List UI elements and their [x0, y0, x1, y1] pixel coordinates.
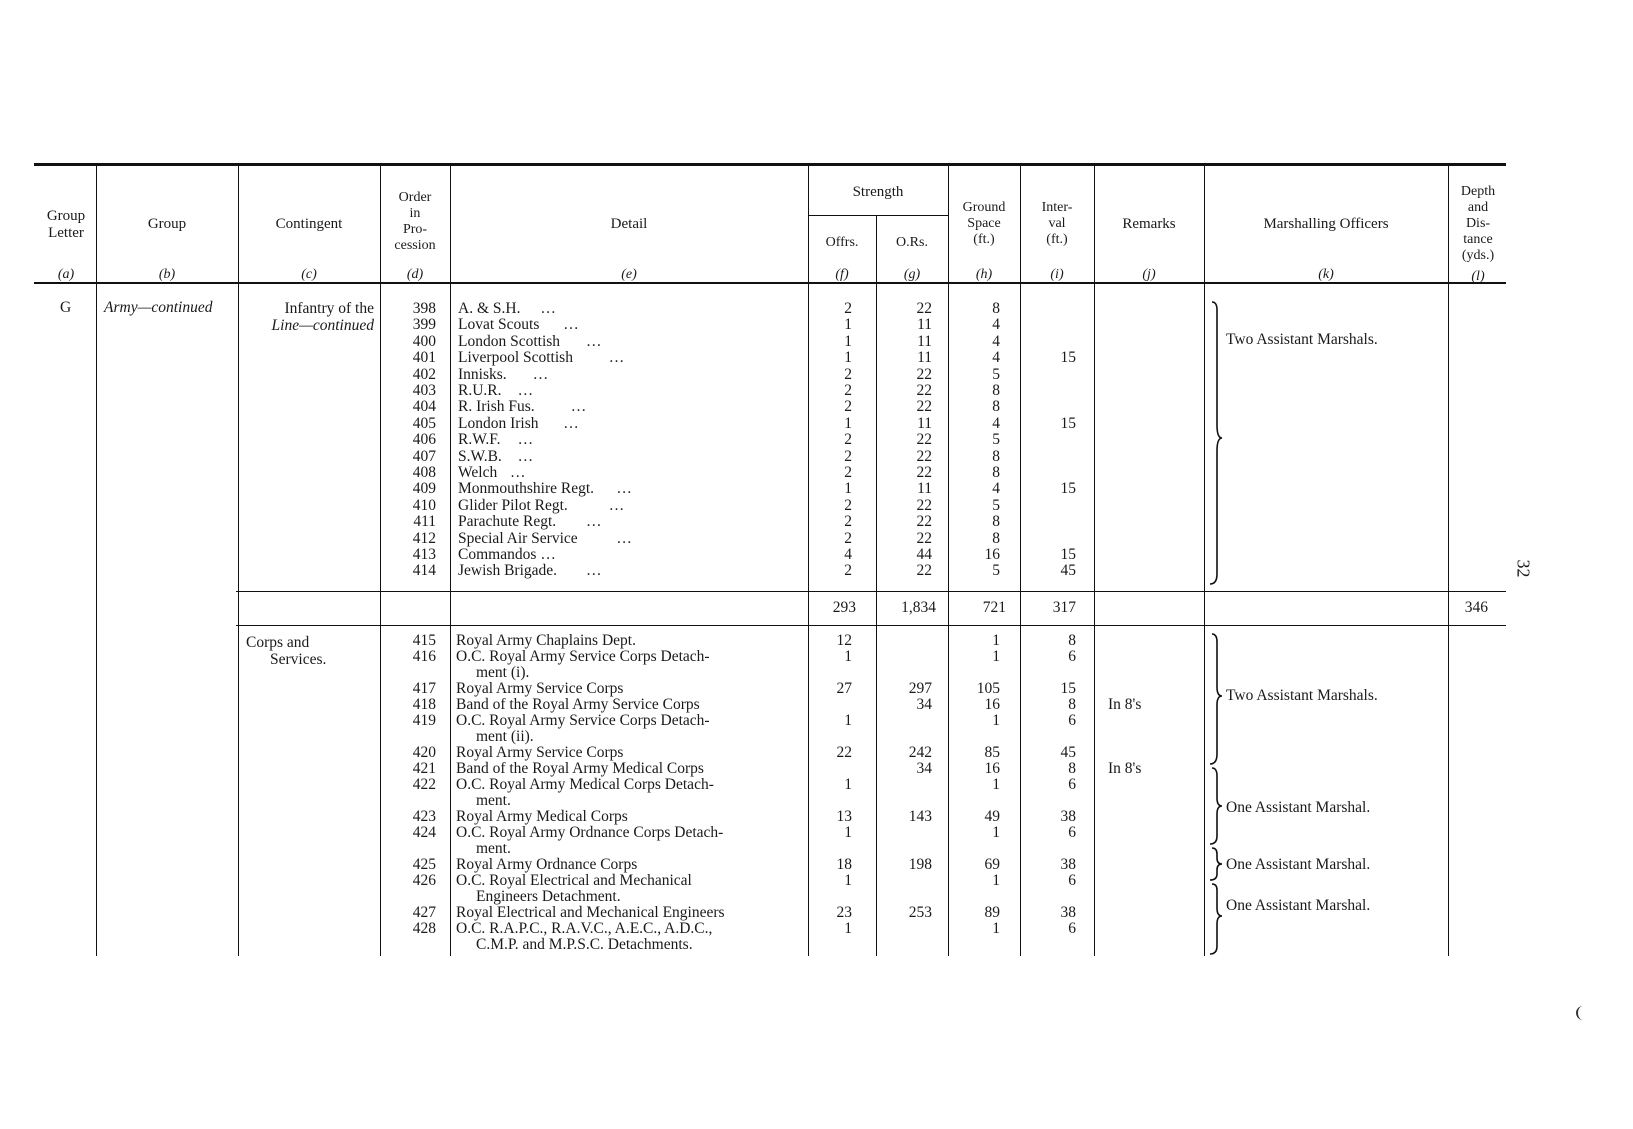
ors-value: 22 [916, 496, 932, 514]
ors-value: 22 [916, 365, 932, 383]
ors-value: 11 [917, 332, 932, 350]
ors-value: 22 [916, 464, 932, 481]
detail-text: O.C. R.A.P.C., R.A.V.C., A.E.C., A.D.C., [456, 920, 713, 937]
ors-value: 11 [917, 316, 932, 334]
offrs-value: 1 [844, 824, 852, 841]
interval-value: 8 [1068, 760, 1076, 777]
ground-value: 8 [992, 464, 1000, 481]
offrs-value: 1 [844, 480, 852, 498]
detail-text: O.C. Royal Army Medical Corps Detach- [456, 776, 714, 793]
interval-value: 6 [1068, 920, 1076, 937]
offrs-value: 2 [844, 562, 852, 580]
detail-text: Lovat Scouts [458, 316, 540, 334]
detail-text: Glider Pilot Regt. [458, 496, 568, 514]
ors-value: 22 [916, 300, 932, 317]
detail-text: London Irish [458, 414, 539, 432]
table-row [0, 872, 1633, 904]
remarks-value: In 8's [1108, 760, 1142, 777]
detail-text: Commandos [458, 546, 537, 563]
order-number: 424 [412, 824, 436, 841]
ground-value: 16 [984, 696, 1000, 713]
table-row [0, 546, 1633, 563]
leader-dots: … [563, 414, 579, 432]
ground-value: 89 [984, 904, 1000, 921]
total-depth: 346 [1464, 599, 1488, 616]
header-interval: Inter- val (ft.) [1041, 200, 1073, 247]
offrs-value: 18 [836, 856, 852, 873]
ors-value: 253 [908, 904, 932, 921]
offrs-value: 1 [844, 920, 852, 937]
offrs-value: 1 [844, 648, 852, 665]
leader-dots: … [517, 431, 534, 449]
interval-value: 38 [1060, 808, 1076, 825]
order-number: 426 [412, 872, 436, 889]
offrs-value: 2 [844, 496, 852, 514]
interval-value: 6 [1068, 648, 1076, 665]
detail-text: R.U.R. [458, 382, 502, 399]
detail-text: Royal Army Ordnance Corps [456, 856, 638, 873]
ors-value: 242 [908, 744, 932, 761]
interval-value: 15 [1060, 480, 1076, 498]
leader-dots: … [517, 447, 534, 465]
detail-text: Royal Army Medical Corps [456, 808, 628, 825]
detail-text: R.W.F. [458, 431, 501, 449]
order-number: 418 [412, 696, 436, 713]
interval-value: 15 [1060, 414, 1076, 432]
ors-value: 22 [916, 562, 932, 580]
ground-value: 5 [992, 365, 1000, 383]
interval-value: 15 [1060, 349, 1076, 367]
order-number: 419 [412, 712, 436, 729]
table-row [0, 464, 1633, 481]
remarks-value: In 8's [1108, 696, 1142, 713]
ground-value: 5 [992, 431, 1000, 449]
sub-e: (e) [621, 267, 637, 282]
detail-text: ment (i). [476, 664, 530, 681]
order-number: 412 [412, 529, 436, 547]
offrs-value: 1 [844, 316, 852, 334]
order-number: 406 [412, 431, 436, 449]
interval-value: 6 [1068, 872, 1076, 889]
totals-bottom-rule [236, 625, 1506, 626]
ors-value: 22 [916, 431, 932, 449]
table-row [0, 632, 1633, 648]
table-row [0, 744, 1633, 760]
sub-c: (c) [301, 267, 317, 282]
ground-value: 1 [992, 712, 1000, 729]
ground-value: 1 [992, 648, 1000, 665]
leader-dots: … [510, 464, 526, 481]
table-row [0, 856, 1633, 872]
top-rule [34, 163, 1506, 166]
detail-text: ment. [476, 792, 511, 809]
order-number: 414 [412, 562, 436, 580]
detail-text: Royal Army Service Corps [456, 680, 624, 697]
leader-dots: … [616, 529, 632, 547]
scan-speck [1576, 1006, 1584, 1020]
ground-value: 105 [976, 680, 1000, 697]
order-number: 411 [413, 513, 436, 531]
detail-text: ment (ii). [476, 728, 534, 745]
detail-text: Royal Army Chaplains Dept. [456, 632, 636, 649]
offrs-value: 2 [844, 447, 852, 465]
detail-text: Innisks. [458, 365, 507, 383]
offrs-value: 1 [844, 872, 852, 889]
total-ground: 721 [982, 599, 1006, 616]
marshal-section1: Two Assistant Marshals. [1226, 331, 1378, 348]
sub-a: (a) [57, 267, 75, 282]
detail-text: Royal Electrical and Mechanical Engineers [456, 904, 725, 921]
order-number: 413 [412, 546, 436, 563]
table-row [0, 513, 1633, 530]
offrs-value: 2 [844, 529, 852, 547]
detail-text: Special Air Service [458, 529, 578, 547]
ground-value: 1 [992, 920, 1000, 937]
table-row [0, 480, 1633, 497]
table-row [0, 648, 1633, 680]
interval-value: 6 [1068, 712, 1076, 729]
ground-value: 5 [992, 496, 1000, 514]
order-number: 422 [412, 776, 436, 793]
marshal-section2-c: One Assistant Marshal. [1226, 856, 1371, 873]
sub-j: (j) [1142, 267, 1156, 282]
header-offrs: Offrs. [825, 235, 859, 250]
table-row [0, 349, 1633, 366]
ors-value: 143 [908, 808, 932, 825]
order-number: 428 [412, 920, 436, 937]
order-number: 405 [412, 414, 436, 432]
leader-dots: … [586, 332, 602, 350]
contingent-corps-services: Corps and Services. [246, 634, 327, 668]
detail-text: London Scottish [458, 332, 561, 350]
order-number: 427 [412, 904, 436, 921]
detail-text: ment. [476, 840, 511, 857]
order-number: 421 [412, 760, 436, 777]
order-number: 398 [412, 300, 436, 317]
total-offrs: 293 [832, 599, 856, 616]
interval-value: 8 [1068, 696, 1076, 713]
offrs-value: 27 [836, 680, 852, 697]
sub-i: (i) [1050, 267, 1064, 282]
offrs-value: 2 [844, 300, 852, 317]
detail-text: Band of the Royal Army Service Corps [456, 696, 700, 713]
page-number: 32 [1513, 559, 1534, 578]
offrs-value: 1 [844, 776, 852, 793]
order-number: 410 [412, 496, 436, 514]
order-number: 415 [412, 632, 436, 649]
offrs-value: 22 [836, 744, 852, 761]
header-marshalling: Marshalling Officers [1263, 216, 1389, 232]
order-number: 416 [412, 648, 436, 665]
table-row [0, 316, 1633, 333]
offrs-value: 4 [844, 546, 852, 563]
ground-value: 4 [992, 316, 1000, 334]
ground-value: 49 [984, 808, 1000, 825]
detail-text: Royal Army Service Corps [456, 744, 624, 761]
totals-top-rule [236, 591, 1506, 592]
offrs-value: 1 [844, 332, 852, 350]
interval-value: 38 [1060, 856, 1076, 873]
leader-dots: … [616, 480, 632, 498]
leader-dots: … [532, 365, 549, 383]
sub-l: (l) [1471, 269, 1485, 284]
ors-value: 11 [917, 480, 932, 498]
ors-value: 44 [916, 546, 932, 563]
ground-value: 8 [992, 447, 1000, 465]
total-ors: 1,834 [901, 599, 936, 616]
interval-value: 15 [1060, 546, 1076, 563]
leader-dots: … [540, 546, 556, 563]
ors-value: 22 [916, 398, 932, 416]
leader-dots: … [586, 513, 602, 531]
interval-value: 6 [1068, 776, 1076, 793]
offrs-value: 2 [844, 398, 852, 416]
ground-value: 1 [992, 872, 1000, 889]
ors-value: 22 [916, 529, 932, 547]
ors-value: 11 [917, 349, 932, 367]
header-group-letter: Group Letter [46, 208, 86, 241]
table-row [0, 398, 1633, 415]
interval-value: 38 [1060, 904, 1076, 921]
header-ground: Ground Space (ft.) [962, 200, 1006, 247]
order-number: 402 [412, 365, 436, 383]
brace-section1 [1206, 300, 1226, 586]
order-number: 401 [412, 349, 436, 367]
ors-value: 34 [916, 696, 932, 713]
header-remarks: Remarks [1122, 216, 1176, 232]
table-row [0, 497, 1633, 514]
ors-value: 22 [916, 447, 932, 465]
interval-value: 45 [1060, 744, 1076, 761]
detail-text: Jewish Brigade. [458, 562, 558, 580]
leader-dots: … [586, 562, 602, 580]
marshal-section2-a: Two Assistant Marshals. [1226, 687, 1378, 704]
marshal-section2-b: One Assistant Marshal. [1226, 799, 1371, 816]
offrs-value: 2 [844, 365, 852, 383]
header-group: Group [147, 216, 187, 232]
offrs-value: 1 [844, 414, 852, 432]
detail-text: Monmouthshire Regt. [458, 480, 595, 498]
table-row [0, 382, 1633, 399]
detail-text: R. Irish Fus. [458, 398, 535, 416]
ground-value: 5 [992, 562, 1000, 580]
ors-value: 22 [916, 382, 932, 399]
ors-value: 34 [916, 760, 932, 777]
ors-value: 11 [917, 414, 932, 432]
offrs-value: 1 [844, 349, 852, 367]
detail-text: Parachute Regt. [458, 513, 557, 531]
header-ors: O.Rs. [896, 235, 928, 250]
offrs-value: 12 [836, 632, 852, 649]
table-row [0, 696, 1633, 712]
ground-value: 8 [992, 529, 1000, 547]
table-row [0, 808, 1633, 824]
table-row [0, 824, 1633, 856]
sub-g: (g) [903, 267, 921, 282]
offrs-value: 2 [844, 513, 852, 531]
order-number: 404 [412, 398, 436, 416]
ground-value: 8 [992, 398, 1000, 416]
order-number: 417 [412, 680, 436, 697]
detail-text: O.C. Royal Army Service Corps Detach- [456, 712, 710, 729]
sub-b: (b) [158, 267, 176, 282]
detail-text: O.C. Royal Electrical and Mechanical [456, 872, 692, 889]
order-number: 403 [412, 382, 436, 399]
offrs-value: 2 [844, 464, 852, 481]
detail-text: C.M.P. and M.P.S.C. Detachments. [476, 936, 693, 953]
order-number: 400 [412, 332, 436, 350]
group-army-continued: Army—continued [104, 299, 213, 316]
header-order: Order in Pro- cession [394, 190, 436, 253]
leader-dots: … [540, 300, 556, 317]
leader-dots: … [517, 382, 534, 399]
brace-section2-b [1206, 766, 1226, 846]
table-row [0, 559, 1633, 580]
interval-value: 6 [1068, 824, 1076, 841]
marshal-section2-d: One Assistant Marshal. [1226, 897, 1371, 914]
table-row [0, 415, 1633, 432]
order-number: 425 [412, 856, 436, 873]
ground-value: 85 [984, 744, 1000, 761]
sub-f: (f) [835, 267, 849, 282]
leader-dots: … [563, 316, 579, 334]
leader-dots: … [608, 496, 625, 514]
detail-text: S.W.B. [458, 447, 502, 465]
group-letter-g: G [60, 299, 72, 316]
header-depth: Depth and Dis- tance (yds.) [1460, 184, 1496, 263]
ground-value: 69 [984, 856, 1000, 873]
detail-text: O.C. Royal Army Ordnance Corps Detach- [456, 824, 724, 841]
detail-text: Engineers Detachment. [476, 888, 621, 905]
detail-text: Liverpool Scottish [458, 349, 573, 367]
ors-value: 22 [916, 513, 932, 531]
ors-value: 297 [908, 680, 932, 697]
table-row [0, 333, 1633, 350]
table-row [0, 431, 1633, 448]
ground-value: 1 [992, 824, 1000, 841]
leader-dots: … [608, 349, 625, 367]
offrs-value: 2 [844, 431, 852, 449]
table-row [0, 300, 1633, 317]
interval-value: 45 [1060, 562, 1076, 580]
brace-section2-d [1206, 882, 1226, 956]
offrs-value: 1 [844, 712, 852, 729]
ors-value: 198 [908, 856, 932, 873]
ground-value: 4 [992, 480, 1000, 498]
table-row [0, 530, 1633, 547]
order-number: 408 [412, 464, 436, 481]
brace-section2-c [1206, 846, 1226, 882]
order-number: 407 [412, 447, 436, 465]
ground-value: 8 [992, 382, 1000, 399]
contingent-infantry: Infantry of the Line—continued [271, 300, 374, 334]
sub-k: (k) [1318, 267, 1334, 282]
table-row [0, 776, 1633, 808]
order-number: 423 [412, 808, 436, 825]
ground-value: 1 [992, 776, 1000, 793]
offrs-value: 23 [836, 904, 852, 921]
ground-value: 16 [984, 546, 1000, 563]
detail-text: Band of the Royal Army Medical Corps [456, 760, 704, 777]
total-interval: 317 [1052, 599, 1076, 616]
interval-value: 8 [1068, 632, 1076, 649]
ground-value: 16 [984, 760, 1000, 777]
detail-text: Welch [458, 464, 498, 481]
order-number: 420 [412, 744, 436, 761]
header-detail: Detail [610, 216, 648, 232]
ground-value: 8 [992, 513, 1000, 531]
table-row [0, 366, 1633, 383]
offrs-value: 13 [836, 808, 852, 825]
table-row [0, 760, 1633, 776]
order-number: 399 [412, 316, 436, 334]
header-contingent: Contingent [275, 216, 343, 232]
ground-value: 8 [992, 300, 1000, 317]
table-row [0, 920, 1633, 952]
sub-h: (h) [975, 267, 993, 282]
table-row [0, 712, 1633, 744]
ground-value: 4 [992, 332, 1000, 350]
table-row [0, 448, 1633, 465]
header-strength: Strength [852, 184, 904, 200]
ground-value: 4 [992, 414, 1000, 432]
ground-value: 4 [992, 349, 1000, 367]
sub-d: (d) [406, 267, 424, 282]
strength-header-rule [808, 215, 948, 216]
detail-text: O.C. Royal Army Service Corps Detach- [456, 648, 710, 665]
table-row [0, 680, 1633, 696]
offrs-value: 2 [844, 382, 852, 399]
table-row [0, 904, 1633, 920]
ground-value: 1 [992, 632, 1000, 649]
detail-text: A. & S.H. [458, 300, 521, 317]
order-number: 409 [412, 480, 436, 498]
leader-dots: … [570, 398, 587, 416]
interval-value: 15 [1060, 680, 1076, 697]
brace-section2-a [1206, 632, 1226, 766]
